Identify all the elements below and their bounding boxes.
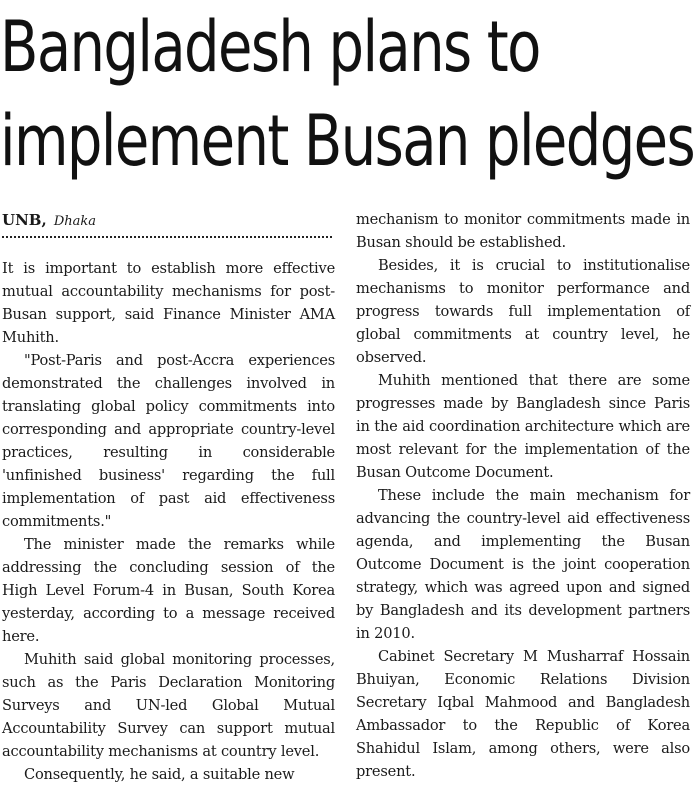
headline-line-1: Bangladesh plans to: [0, 6, 540, 88]
byline-agency: UNB,: [2, 211, 47, 229]
paragraph: Muhith mentioned that there are some progresses made by Bangladesh since Paris in the aid coordination architecture which are most relevant for the implementation of the Busan Outcome Document.: [356, 372, 690, 481]
paragraph: It is important to establish more effective mutual accountability mechanisms for post-Busan support, said Finance Minister AMA Muhith.: [2, 260, 335, 346]
paragraph: Muhith said global monitoring processes, such as the Paris Declaration Monitoring Surveys and UN-led Global Mutual Accountability Survey can support mutual accountability mechanisms at country level.: [2, 651, 335, 760]
byline: [2, 210, 96, 232]
paragraph: These include the main mechanism for advancing the country-level aid effectiveness agenda, and implementing the Busan Outcome Document is the joint cooperation strategy, which was agreed upon and signed by Bangladesh and its development partners in 2010.: [356, 487, 690, 642]
dotted-divider: [2, 236, 332, 238]
headline-line-2: implement Busan pledges: [0, 100, 695, 182]
article-column-left: [2, 257, 335, 786]
paragraph: mechanism to monitor commitments made in Busan should be established.: [356, 211, 690, 251]
paragraph: Consequently, he said, a suitable new: [24, 766, 295, 783]
paragraph: Cabinet Secretary M Musharraf Hossain Bhuiyan, Economic Relations Division Secretary Iqbal Mahmood and Bangladesh Ambassador to the Republic of Korea Shahidul Islam, among others, were also present.: [356, 648, 690, 780]
byline-place: Dhaka: [53, 214, 97, 229]
article-column-right: [356, 208, 690, 783]
headline: [0, 0, 695, 188]
paragraph: "Post-Paris and post-Accra experiences demonstrated the challenges involved in translating global policy commitments into corresponding and appropriate country-level practices, resulting in considerable 'unfinished business' regarding the full implementation of past aid effectiveness commitments.": [2, 352, 335, 530]
paragraph: Besides, it is crucial to institutionalise mechanisms to monitor performance and progress towards full implementation of global commitments at country level, he observed.: [356, 257, 690, 366]
paragraph: The minister made the remarks while addressing the concluding session of the High Level Forum-4 in Busan, South Korea yesterday, according to a message received here.: [2, 536, 335, 645]
